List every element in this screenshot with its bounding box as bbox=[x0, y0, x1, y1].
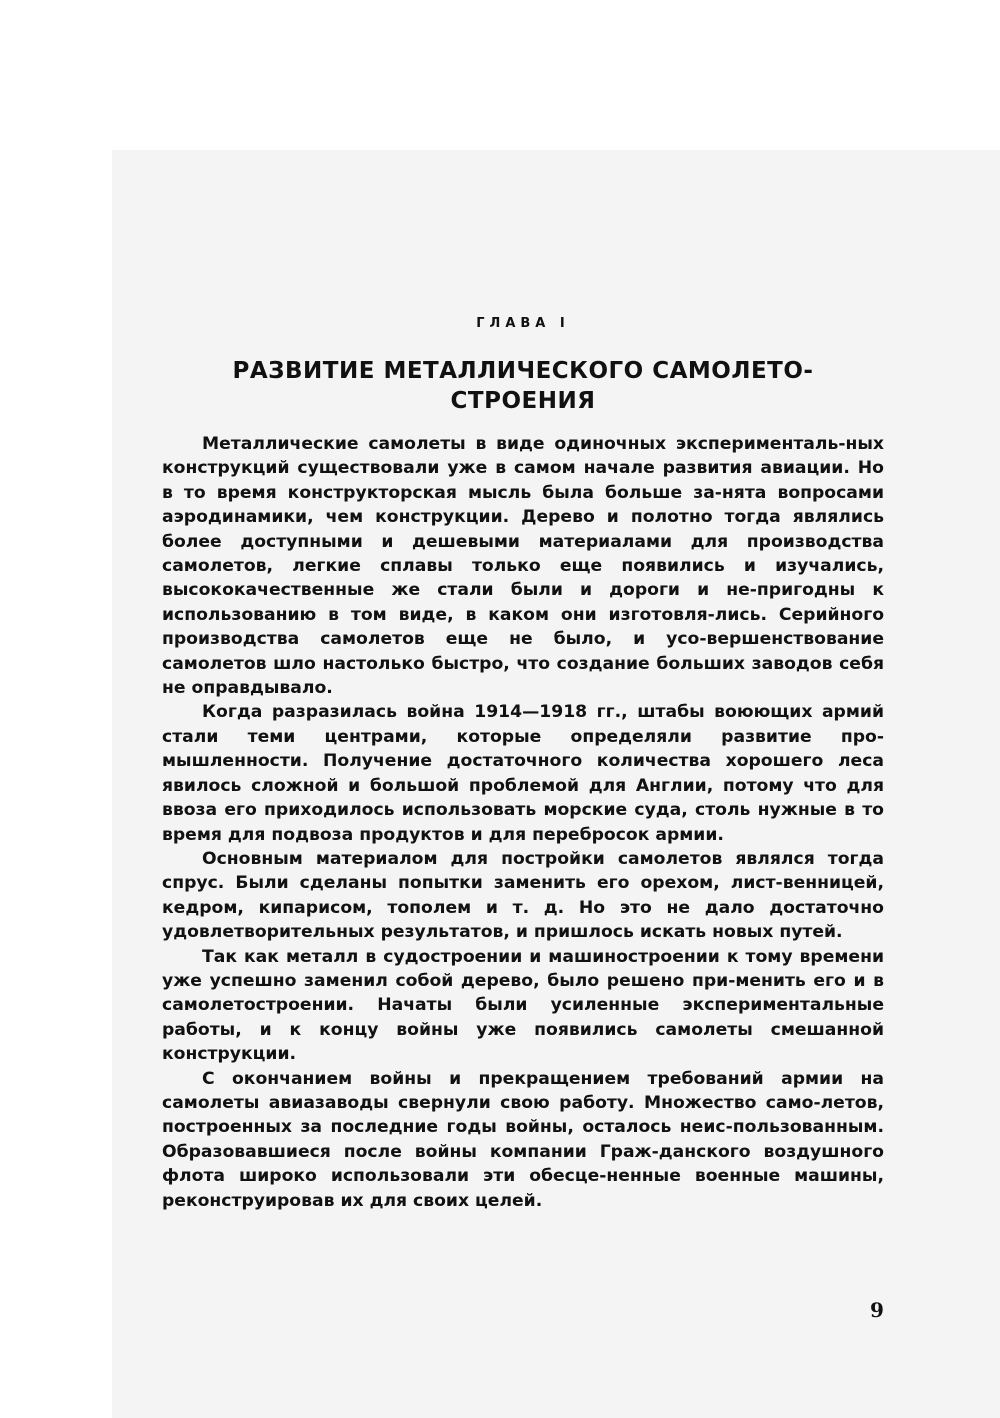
chapter-title-line-2: СТРОЕНИЯ bbox=[450, 388, 596, 414]
paragraph: Основным материалом для постройки самолетов являлся тогда спрус. Были сделаны попытки заменить его орехом, лист-венницей, кедром, кипарисом, тополем и т. д. Но это не дало достаточно удовлетворительных результатов, и пришлось искать новых путей. bbox=[162, 848, 884, 943]
paragraph: Так как металл в судостроении и машиностроении к тому времени уже успешно заменил собой дерево, было решено при-менить его и в самолетостроении. Начаты были усиленные экспериментальные работы, и к концу войны уже появились самолеты смешанной конструкции. bbox=[162, 946, 884, 1065]
chapter-label: ГЛАВА I bbox=[476, 316, 570, 331]
page-number: 9 bbox=[870, 1298, 884, 1322]
paragraph: Металлические самолеты в виде одиночных эксперименталь-ных конструкций существовали уже в самом начале развития авиации. Но в то время конструкторская мысль была больше за-нята вопросами аэродинамики, чем конструкции. Дерево и полотно тогда являлись более доступными и дешевыми материалами для производства самолетов, легкие сплавы только еще появились и изучались, высококачественные же стали были и дороги и не-пригодны к использованию в том виде, в каком они изготовля-лись. Серийного производства самолетов еще не было, и усо-вершенствование самолетов шло настолько быстро, что создание больших заводов себя не оправдывало. bbox=[162, 434, 884, 699]
text-block bbox=[162, 300, 884, 1213]
chapter-title-line-1: РАЗВИТИЕ МЕТАЛЛИЧЕСКОГО САМОЛЕТО- bbox=[232, 358, 814, 384]
chapter-body bbox=[162, 432, 884, 1213]
chapter-title bbox=[162, 356, 884, 416]
paragraph: С окончанием войны и прекращением требований армии на самолеты авиазаводы свернули свою работу. Множество само-летов, построенных за последние годы войны, осталось неис-пользованным. Образовавшиеся после войны компании Граж-данского воздушного флота широко использовали эти обесце-ненные военные машины, реконструировав их для своих целей. bbox=[162, 1068, 884, 1211]
paragraph: Когда разразилась война 1914—1918 гг., штабы воюющих армий стали теми центрами, которые определяли развитие про-мышленности. Получение достаточного количества хорошего леса явилось сложной и большой проблемой для Англии, потому что для ввоза его приходилось использовать морские суда, столь нужные в то время для подвоза продуктов и для перебросок армии. bbox=[162, 702, 884, 845]
